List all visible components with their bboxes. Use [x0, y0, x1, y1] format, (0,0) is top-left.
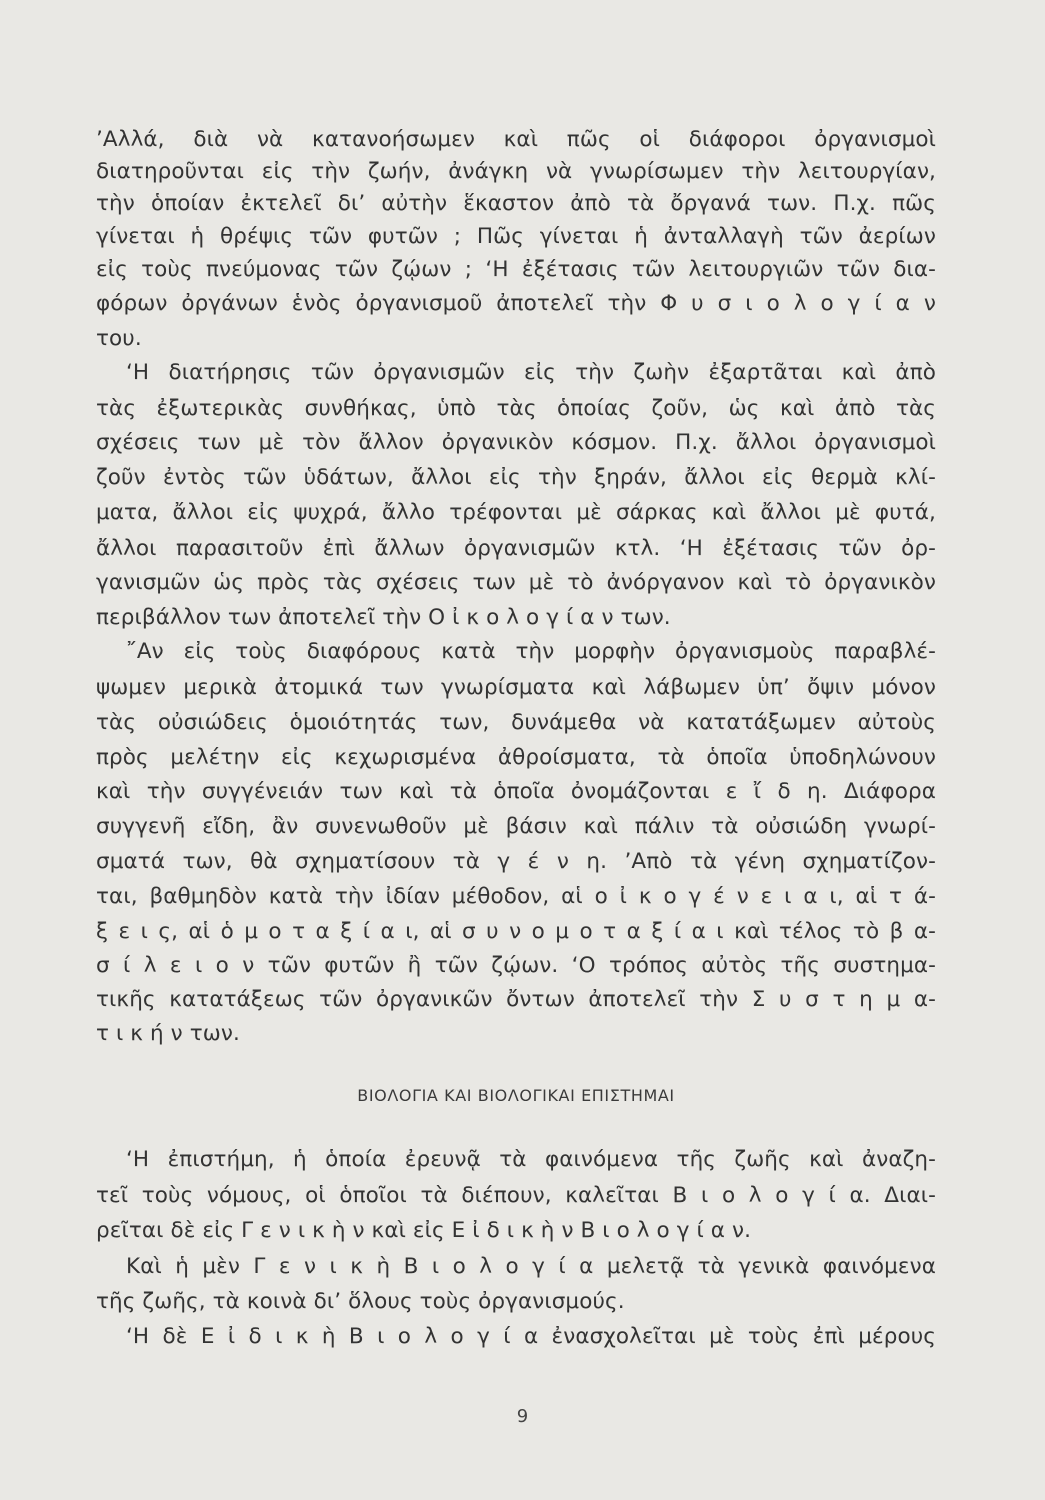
body-text-line: ξ ε ι ς, αἱ ὁ μ ο τ α ξ ί α ι, αἱ σ υ ν ο μ ο τ α ξ ί α ι καὶ τέλος τὸ β α-	[96, 919, 936, 944]
body-text-line: σχέσεις των μὲ τὸν ἄλλον ὀργανικὸν κόσμον. Π.χ. ἄλλοι ὀργανισμοὶ	[96, 430, 936, 455]
body-text-line: γανισμῶν ὡς πρὸς τὰς σχέσεις των μὲ τὸ ἀνόργανον καὶ τὸ ὀργανικὸν	[96, 570, 936, 595]
body-text-line: ῎Αν εἰς τοὺς διαφόρους κατὰ τὴν μορφὴν ὀργανισμοὺς παραβλέ-	[126, 639, 936, 664]
body-text-line: ψωμεν μερικὰ ἀτομικά των γνωρίσματα καὶ λάβωμεν ὑπ’ ὄψιν μόνον	[96, 675, 936, 700]
body-text-line: τὴν ὁποίαν ἐκτελεῖ δι’ αὐτὴν ἕκαστον ἀπὸ τὰ ὄργανά των. Π.χ. πῶς	[96, 191, 936, 216]
body-text-line: ‘Η διατήρησις τῶν ὀργανισμῶν εἰς τὴν ζωὴν ἐξαρτᾶται καὶ ἀπὸ	[126, 360, 936, 385]
body-text-line: πρὸς μελέτην εἰς κεχωρισμένα ἀθροίσματα, τὰ ὁποῖα ὑποδηλώνουν	[96, 745, 936, 770]
body-text-line: τὰς ἐξωτερικὰς συνθήκας, ὑπὸ τὰς ὁποίας ζοῦν, ὡς καὶ ἀπὸ τὰς	[96, 396, 936, 421]
body-text-line: ‘Η ἐπιστήμη, ἡ ὁποία ἐρευνᾷ τὰ φαινόμενα τῆς ζωῆς καὶ ἀναζη-	[126, 1147, 936, 1172]
body-text-line: ται, βαθμηδὸν κατὰ τὴν ἰδίαν μέθοδον, αἱ ο ἰ κ ο γ έ ν ε ι α ι, αἱ τ ά-	[96, 884, 936, 909]
body-text-line: καὶ τὴν συγγένειάν των καὶ τὰ ὁποῖα ὀνομάζονται ε ἴ δ η. Διάφορα	[96, 779, 936, 804]
body-text-line: τ ι κ ή ν των.	[96, 1021, 240, 1046]
body-text-line: τὰς οὐσιώδεις ὁμοιότητάς των, δυνάμεθα νὰ κατατάξωμεν αὐτοὺς	[96, 710, 936, 735]
section-heading: ΒΙΟΛΟΓΙΑ ΚΑΙ ΒΙΟΛΟΓΙΚΑΙ ΕΠΙΣΤΗΜΑΙ	[357, 1086, 675, 1105]
body-text-line: εἰς τοὺς πνεύμονας τῶν ζῴων ; ‘Η ἐξέτασις τῶν λειτουργιῶν τῶν δια-	[96, 257, 936, 282]
body-text-line: σ ί λ ε ι ο ν τῶν φυτῶν ἢ τῶν ζῴων. ‘Ο τρόπος αὐτὸς τῆς συστημα-	[96, 953, 936, 978]
body-text-line: ’Αλλά, διὰ νὰ κατανοήσωμεν καὶ πῶς οἱ διάφοροι ὀργανισμοὶ	[96, 127, 936, 152]
body-text-line: τεῖ τοὺς νόμους, οἱ ὁποῖοι τὰ διέπουν, καλεῖται Β ι ο λ ο γ ί α. Διαι-	[96, 1183, 936, 1208]
body-text-line: ματα, ἄλλοι εἰς ψυχρά, ἄλλο τρέφονται μὲ σάρκας καὶ ἄλλοι μὲ φυτά,	[96, 500, 936, 525]
body-text-line: συγγενῆ εἴδη, ἂν συνενωθοῦν μὲ βάσιν καὶ πάλιν τὰ οὐσιώδη γνωρί-	[96, 814, 936, 839]
body-text-line: σματά των, θὰ σχηματίσουν τὰ γ έ ν η. ’Απὸ τὰ γένη σχηματίζον-	[96, 849, 936, 874]
body-text-line: ἄλλοι παρασιτοῦν ἐπὶ ἄλλων ὀργανισμῶν κτλ. ‘Η ἐξέτασις τῶν ὀρ-	[96, 536, 936, 561]
body-text-line: ρεῖται δὲ εἰς Γ ε ν ι κ ὴ ν καὶ εἰς Ε ἰ δ ι κ ὴ ν Β ι ο λ ο γ ί α ν.	[96, 1218, 752, 1243]
body-text-line: Καὶ ἡ μὲν Γ ε ν ι κ ὴ Β ι ο λ ο γ ί α μελετᾷ τὰ γενικὰ φαινόμενα	[126, 1254, 936, 1279]
body-text-line: του.	[96, 326, 142, 351]
body-text-line: διατηροῦνται εἰς τὴν ζωήν, ἀνάγκη νὰ γνωρίσωμεν τὴν λειτουργίαν,	[96, 159, 936, 184]
body-text-line: περιβάλλον των ἀποτελεῖ τὴν Ο ἰ κ ο λ ο γ ί α ν των.	[96, 605, 671, 630]
page-number: 9	[516, 1406, 529, 1427]
body-text-line: φόρων ὀργάνων ἑνὸς ὀργανισμοῦ ἀποτελεῖ τὴν Φ υ σ ι ο λ ο γ ί α ν	[96, 291, 936, 316]
body-text-line: ‘Η δὲ Ε ἰ δ ι κ ὴ Β ι ο λ ο γ ί α ἐνασχολεῖται μὲ τοὺς ἐπὶ μέρους	[126, 1324, 936, 1349]
body-text-line: ζοῦν ἐντὸς τῶν ὑδάτων, ἄλλοι εἰς τὴν ξηράν, ἄλλοι εἰς θερμὰ κλί-	[96, 465, 936, 490]
body-text-line: τῆς ζωῆς, τὰ κοινὰ δι’ ὅλους τοὺς ὀργανισμούς.	[96, 1289, 625, 1314]
body-text-line: γίνεται ἡ θρέψις τῶν φυτῶν ; Πῶς γίνεται ἡ ἀνταλλαγὴ τῶν ἀερίων	[96, 224, 936, 249]
body-text-line: τικῆς κατατάξεως τῶν ὀργανικῶν ὄντων ἀποτελεῖ τὴν Σ υ σ τ η μ α-	[96, 987, 936, 1012]
